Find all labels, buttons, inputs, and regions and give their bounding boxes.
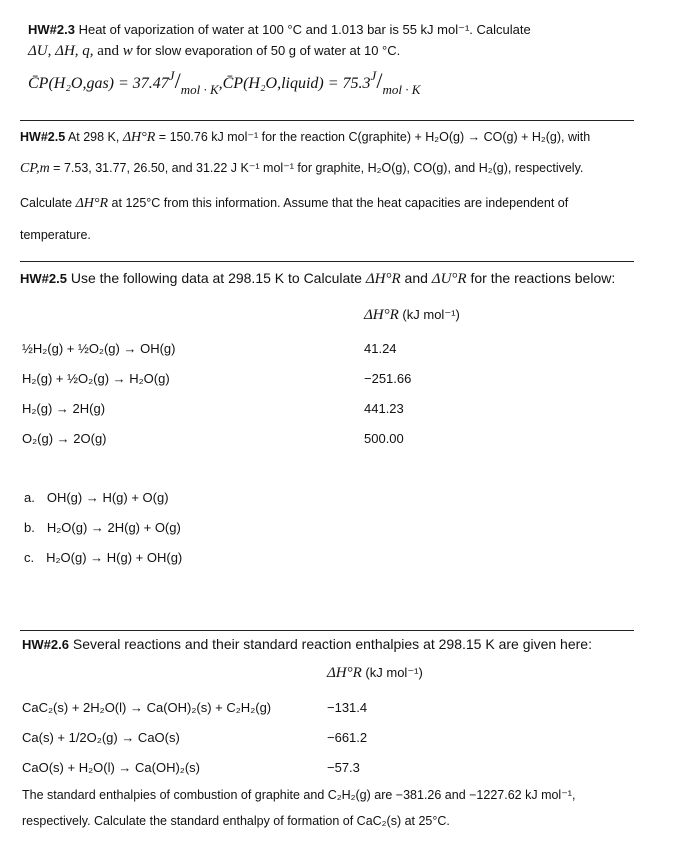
hw25a-line1-post: = 150.76 kJ mol⁻¹ for the reaction C(graphite) + H₂O(g) → CO(g) + H₂(g), with xyxy=(155,130,591,144)
hw23-cp-liq-unit-num: J xyxy=(370,68,377,83)
hw25b-item-a xyxy=(24,490,169,505)
hw25a-label: HW#2.5 xyxy=(20,130,66,144)
hw25a-line1 xyxy=(20,129,590,146)
hw23-cp-liq-unit-den: mol · K xyxy=(382,82,421,97)
hw25a-line3-dh: ΔH°R xyxy=(75,196,109,211)
hw25a-cp: CP,m xyxy=(20,161,50,176)
hw26-row-value-2: −661.2 xyxy=(327,730,368,745)
hw25a-line2 xyxy=(20,160,583,177)
hw26-row-value-3: −57.3 xyxy=(327,760,360,775)
hw23-cp-sep: , xyxy=(218,75,223,92)
hw25b-intro-and: and xyxy=(400,270,432,286)
hw25a-line3 xyxy=(20,196,568,212)
hw26-row-reaction-2: Ca(s) + 1/2O₂(g) → CaO(s) xyxy=(22,730,180,745)
hw26-intro-text: Several reactions and their standard reaction enthalpies at 298.15 K are given here: xyxy=(68,636,592,652)
hw25b-row-value-2: −251.66 xyxy=(364,371,412,386)
hw25b-item-a-text: OH(g) → H(g) + O(g) xyxy=(46,490,169,505)
hw26-col-header-math: ΔH°R xyxy=(327,665,362,681)
fraction-slash-1: / xyxy=(174,68,181,93)
hw23-cp-gas-unit-den: mol · K xyxy=(180,82,219,97)
hw25b-intro-dh: ΔH°R xyxy=(365,271,401,287)
hw25b-intro-du: ΔU°R xyxy=(431,271,467,287)
fraction-slash-2: / xyxy=(376,68,383,93)
hw25b-row-value-1: 41.24 xyxy=(364,341,397,356)
hw25a-line1-pre: At 298 K, xyxy=(65,130,123,144)
hw26-label: HW#2.6 xyxy=(22,637,69,652)
hw25b-item-c xyxy=(24,550,182,565)
hw23-cp-gas: C̄P(H₂O,gas) = 37.47 xyxy=(28,75,169,92)
hw23-line2-rest: for slow evaporation of 50 g of water at 10 °C. xyxy=(132,43,401,58)
hw25b-label: HW#2.5 xyxy=(20,271,67,286)
hw23-cp-liq: C̄P(H₂O,liquid) = 75.3 xyxy=(222,75,371,92)
hw23-line1 xyxy=(28,22,531,38)
divider-3 xyxy=(20,630,634,631)
hw25b-row-reaction-3: H₂(g) → 2H(g) xyxy=(22,401,106,416)
hw25a-line1-dh: ΔH°R xyxy=(122,130,156,145)
hw25b-intro-pre: Use the following data at 298.15 K to Calculate xyxy=(66,270,366,286)
hw25b-row-reaction-2: H₂(g) + ½O₂(g) → H₂O(g) xyxy=(22,371,170,386)
hw25b-item-b-text: H₂O(g) → 2H(g) + O(g) xyxy=(46,520,181,535)
hw25b-intro xyxy=(20,270,615,288)
hw26-row-reaction-3: CaO(s) + H₂O(l) → Ca(OH)₂(s) xyxy=(22,760,201,775)
hw25a-line3-post: at 125°C from this information. Assume that the heat capacities are independent of xyxy=(108,196,569,210)
hw26-row-reaction-1: CaC₂(s) + 2H₂O(l) → Ca(OH)₂(s) + C₂H₂(g) xyxy=(22,700,272,715)
hw25a-line2-post: = 7.53, 31.77, 26.50, and 31.22 J K⁻¹ mol⁻¹ for graphite, H₂O(g), CO(g), and H₂(g), respectively. xyxy=(49,161,584,175)
hw25b-col-header-unit: (kJ mol⁻¹) xyxy=(398,307,460,322)
hw26-col-header xyxy=(327,665,423,682)
hw25b-row-value-4: 500.00 xyxy=(364,431,404,446)
hw25a-line3-pre: Calculate xyxy=(20,196,76,210)
hw25b-item-a-marker: a. xyxy=(24,490,35,505)
hw26-col-header-unit: (kJ mol⁻¹) xyxy=(361,665,423,680)
divider-1 xyxy=(20,120,634,121)
hw25b-col-header xyxy=(364,307,460,324)
hw23-line2 xyxy=(28,42,400,60)
hw23-line2-math: ΔU, ΔH, q, xyxy=(28,43,94,59)
hw25b-col-header-math: ΔH°R xyxy=(364,307,399,323)
divider-2 xyxy=(20,261,634,262)
hw25a-line4: temperature. xyxy=(20,228,91,242)
hw25b-item-b-marker: b. xyxy=(24,520,35,535)
hw25b-intro-post: for the reactions below: xyxy=(466,270,616,286)
hw23-cp-gas-unit-num: J xyxy=(168,68,175,83)
hw25b-item-c-text: H₂O(g) → H(g) + OH(g) xyxy=(46,550,183,565)
hw25b-item-c-marker: c. xyxy=(24,550,35,565)
hw23-heat-capacities xyxy=(28,68,421,97)
hw23-label: HW#2.3 xyxy=(28,22,75,37)
hw25b-row-value-3: 441.23 xyxy=(364,401,404,416)
hw26-line-b: respectively. Calculate the standard enthalpy of formation of CaC₂(s) at 25°C. xyxy=(22,814,450,828)
hw23-line2-and: and xyxy=(93,43,123,59)
hw25b-row-reaction-4: O₂(g) → 2O(g) xyxy=(22,431,107,446)
hw23-line2-w: w xyxy=(122,43,133,59)
hw26-row-value-1: −131.4 xyxy=(327,700,368,715)
hw25b-item-b xyxy=(24,520,181,535)
hw26-intro xyxy=(22,636,592,652)
hw26-line-a: The standard enthalpies of combustion of graphite and C₂H₂(g) are −381.26 and −1227.62 kJ mol⁻¹, xyxy=(22,788,576,802)
hw23-line1-text: Heat of vaporization of water at 100 °C and 1.013 bar is 55 kJ mol⁻¹. Calculate xyxy=(74,22,531,37)
hw25b-row-reaction-1: ½H₂(g) + ½O₂(g) → OH(g) xyxy=(22,341,176,356)
